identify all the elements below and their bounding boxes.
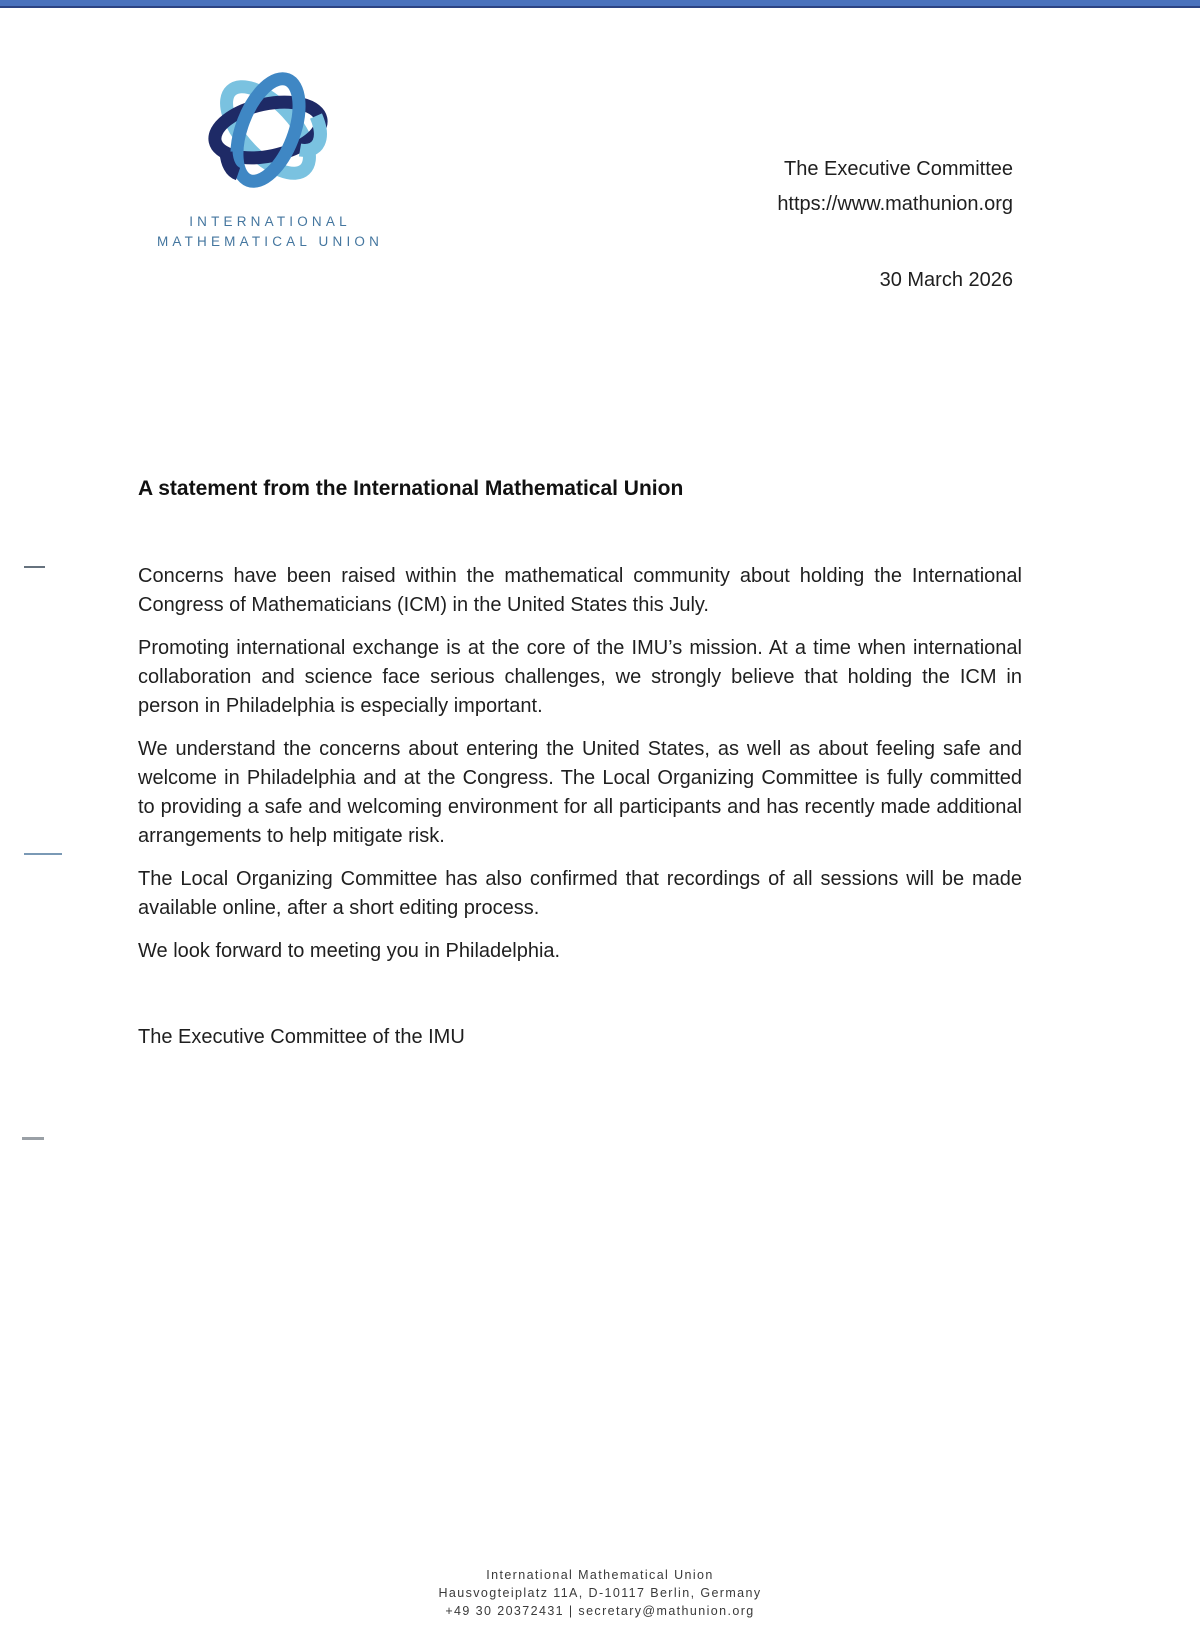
website-link[interactable]: https://www.mathunion.org: [777, 193, 1013, 215]
letter-closing: The Executive Committee of the IMU: [138, 1026, 465, 1048]
imu-logo: [198, 56, 338, 208]
letter-date: 30 March 2026: [879, 269, 1013, 291]
sender-name: The Executive Committee: [784, 158, 1013, 180]
imu-wordmark: [130, 212, 410, 251]
letter-header: [777, 152, 1013, 298]
fold-mark-top: [24, 566, 45, 568]
top-accent-bar: [0, 0, 1200, 8]
letter-title: A statement from the International Mathematical Union: [138, 477, 684, 500]
fold-mark-bottom: [22, 1137, 44, 1140]
imu-wordmark-line2: MATHEMATICAL UNION: [156, 233, 384, 249]
footer-address: Hausvogteiplatz 11A, D-10117 Berlin, Germany: [438, 1586, 762, 1600]
footer-org-name: International Mathematical Union: [486, 1568, 714, 1582]
paragraph-1: Concerns have been raised within the mathematical community about holding the International Congress of Mathematicians (ICM) in the United States this July.: [138, 565, 1022, 616]
paragraph-2: Promoting international exchange is at the core of the IMU’s mission. At a time when international collaboration and science face serious challenges, we strongly believe that holding the ICM in person in Philadelphia is especially important.: [138, 637, 1022, 717]
fold-mark-middle: [24, 853, 62, 855]
paragraph-5: We look forward to meeting you in Philadelphia.: [138, 940, 561, 962]
imu-knot-icon: [198, 56, 338, 208]
imu-wordmark-line1: INTERNATIONAL: [189, 214, 351, 229]
letter-footer: [0, 1566, 1200, 1620]
footer-contact: +49 30 20372431 | secretary@mathunion.org: [445, 1604, 755, 1618]
paragraph-3: We understand the concerns about entering the United States, as well as about feeling safe and welcome in Philadelphia and at the Congress. The Local Organizing Committee is fully committed to providing a safe and welcoming environment for all participants and has recently made additional arrangements to help mitigate risk.: [138, 738, 1022, 847]
paragraph-4: The Local Organizing Committee has also confirmed that recordings of all sessions will be made available online, after a short editing process.: [138, 868, 1022, 919]
letter-body: [138, 562, 1022, 1052]
